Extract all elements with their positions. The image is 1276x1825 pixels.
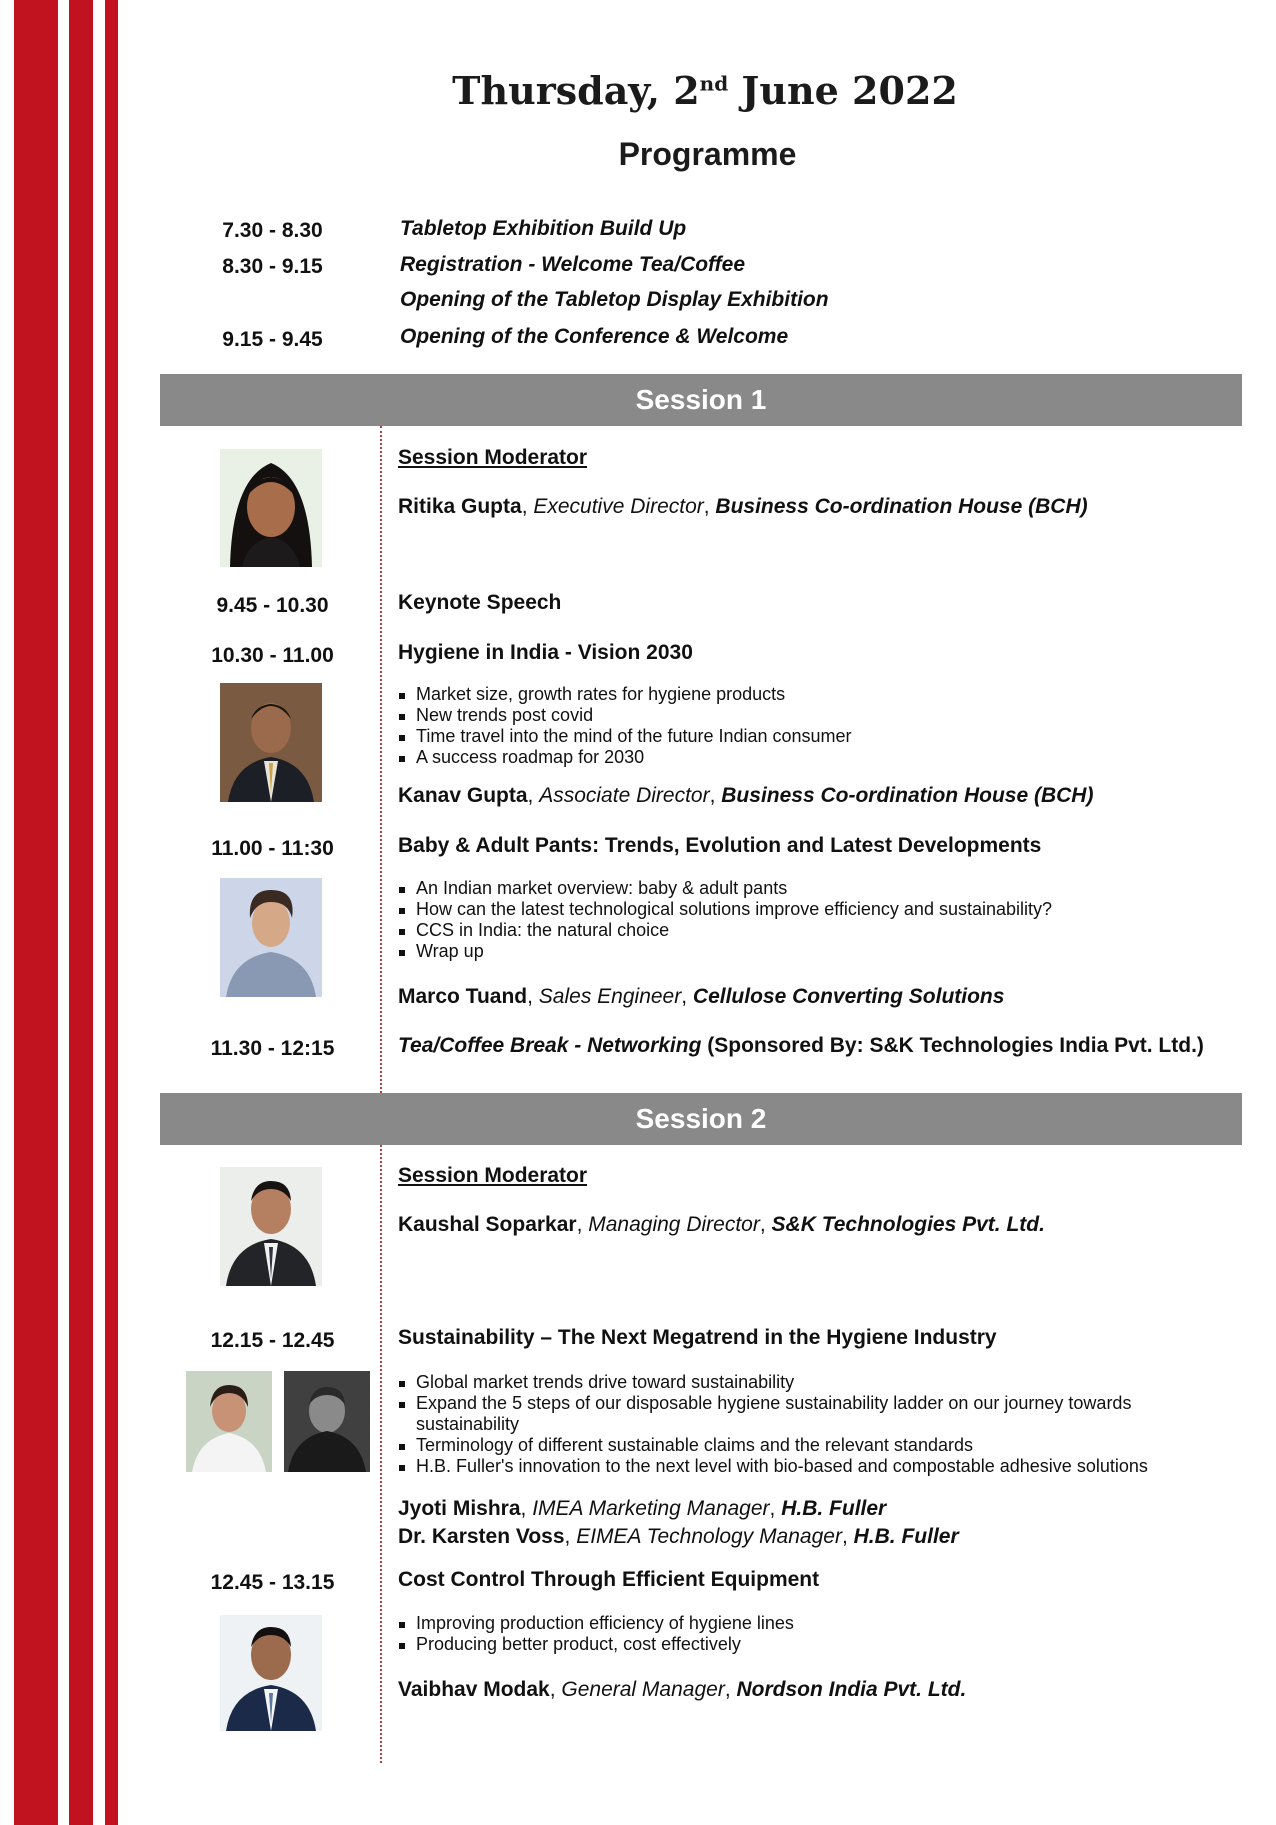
break-title: Tea/Coffee Break - Networking (Sponsored By: S&K Technologies India Pvt. Ltd.) [398,1034,1204,1057]
photo-vaibhav-modak [220,1615,322,1731]
session-2-moderator-label: Session Moderator [398,1164,588,1187]
photo-kaushal-soparkar [220,1167,322,1286]
talk-4-bullets [398,1613,794,1655]
bullet-item: Global market trends drive toward sustainability [398,1372,1198,1393]
talk-1-bullets [398,684,852,768]
photo-karsten-voss [284,1371,370,1472]
keynote-title: Keynote Speech [398,591,562,614]
bullet-item: A success roadmap for 2030 [398,747,852,768]
session-2-moderator: Kaushal Soparkar, Managing Director, S&K Technologies Pvt. Ltd. [398,1213,1045,1236]
bullet-item: Wrap up [398,941,1052,962]
talk-1-title: Hygiene in India - Vision 2030 [398,641,693,664]
red-stripe-3 [105,0,118,1825]
intro-time-2: 8.30 - 9.15 [222,255,323,278]
talk-2-time: 11.00 - 11:30 [211,837,334,860]
break-time: 11.30 - 12:15 [210,1037,335,1060]
intro-title-2: Registration - Welcome Tea/Coffee [400,253,746,276]
photo-jyoti-mishra [186,1371,272,1472]
session-2-header: Session 2 [160,1093,1242,1145]
intro-time-4: 9.15 - 9.45 [222,328,323,351]
talk-2-title: Baby & Adult Pants: Trends, Evolution and Latest Developments [398,834,1042,857]
talk-4-speaker: Vaibhav Modak, General Manager, Nordson India Pvt. Ltd. [398,1678,967,1701]
talk-2-speaker: Marco Tuand, Sales Engineer, Cellulose Converting Solutions [398,985,1005,1008]
talk-4-title: Cost Control Through Efficient Equipment [398,1568,820,1591]
talk-4-time: 12.45 - 13.15 [210,1571,335,1594]
bullet-item: An Indian market overview: baby & adult pants [398,878,1052,899]
bullet-item: Improving production efficiency of hygiene lines [398,1613,794,1634]
red-stripe-2 [69,0,93,1825]
talk-1-time: 10.30 - 11.00 [211,644,334,667]
photo-marco-tuand [220,878,322,997]
session-1-divider [380,426,382,1093]
talk-3-time: 12.15 - 12.45 [210,1329,335,1352]
photo-kanav-gupta [220,683,322,802]
bullet-item: Expand the 5 steps of our disposable hygiene sustainability ladder on our journey towards sustainability [398,1393,1198,1435]
bullet-item: New trends post covid [398,705,852,726]
intro-title-3: Opening of the Tabletop Display Exhibition [400,288,829,311]
talk-3-bullets [398,1372,1198,1477]
session-1-moderator-label: Session Moderator [398,446,588,469]
session-2-divider [380,1145,382,1763]
intro-time-1: 7.30 - 8.30 [222,219,323,242]
talk-3-speaker-2: Dr. Karsten Voss, EIMEA Technology Manager, H.B. Fuller [398,1525,959,1548]
bullet-item: Market size, growth rates for hygiene products [398,684,852,705]
bullet-item: CCS in India: the natural choice [398,920,1052,941]
bullet-item: H.B. Fuller's innovation to the next level with bio-based and compostable adhesive solutions [398,1456,1198,1477]
intro-title-1: Tabletop Exhibition Build Up [400,217,687,240]
talk-2-bullets [398,878,1052,962]
page-subtitle: Programme [618,136,797,172]
talk-1-speaker: Kanav Gupta, Associate Director, Business Co-ordination House (BCH) [398,784,1094,807]
page-title: Thursday, 2nd June 2022 [452,68,958,113]
photo-ritika-gupta [220,449,322,567]
intro-title-4: Opening of the Conference & Welcome [400,325,789,348]
talk-3-title: Sustainability – The Next Megatrend in the Hygiene Industry [398,1326,997,1349]
talk-3-speaker-1: Jyoti Mishra, IMEA Marketing Manager, H.B. Fuller [398,1497,887,1520]
session-1-moderator: Ritika Gupta, Executive Director, Business Co-ordination House (BCH) [398,495,1088,518]
bullet-item: Time travel into the mind of the future Indian consumer [398,726,852,747]
session-1-header: Session 1 [160,374,1242,426]
bullet-item: How can the latest technological solutions improve efficiency and sustainability? [398,899,1052,920]
bullet-item: Producing better product, cost effectively [398,1634,794,1655]
bullet-item: Terminology of different sustainable claims and the relevant standards [398,1435,1198,1456]
keynote-time: 9.45 - 10.30 [216,594,329,617]
red-stripe-1 [14,0,58,1825]
